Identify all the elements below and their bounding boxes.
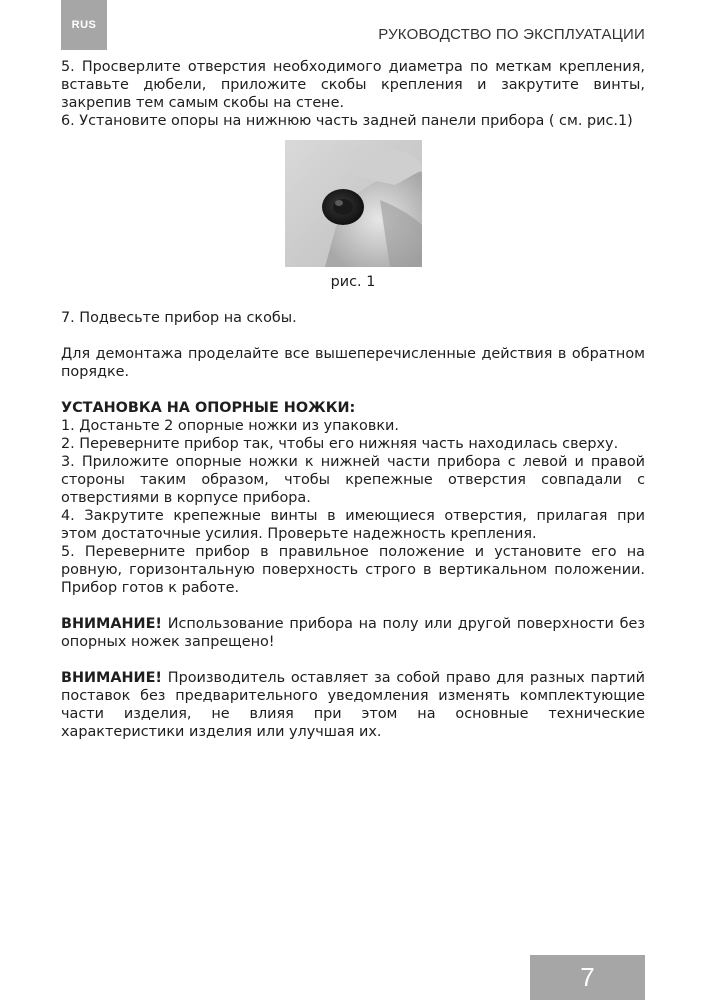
legs-step: 2. Переверните прибор так, чтобы его нижняя часть находилась сверху. (61, 436, 619, 452)
support-foot-photo (285, 140, 422, 267)
language-tab: RUS (61, 0, 107, 50)
warning-1-label: ВНИМАНИЕ! (61, 616, 162, 632)
warning-2 (61, 669, 645, 741)
figure-caption: рис. 1 (330, 274, 376, 290)
legs-heading: УСТАНОВКА НА ОПОРНЫЕ НОЖКИ: (61, 400, 356, 416)
legs-step: 3. Приложите опорные ножки к нижней части прибора с левой и правой стороны таким образом, чтобы крепежные отверстия совпадали с отверстиями в корпусе прибора. (61, 454, 645, 506)
step-6-text: 6. Установите опоры на нижнюю часть задней панели прибора ( см. рис.1) (61, 113, 633, 129)
page-number: 7 (530, 955, 645, 1000)
page-content (61, 58, 645, 741)
legs-step: 1. Достаньте 2 опорные ножки из упаковки. (61, 418, 399, 434)
dismount-note: Для демонтажа проделайте все вышеперечисленные действия в обратном порядке. (61, 346, 645, 380)
legs-step: 5. Переверните прибор в правильное положение и установите его на ровную, горизонтальную поверхность строго в вертикальном положении. Прибор готов к работе. (61, 544, 645, 596)
figure-1 (61, 140, 645, 291)
warning-1-text: Использование прибора на полу или другой поверхности без опорных ножек запрещено! (61, 616, 645, 650)
step-7-text: 7. Подвесьте прибор на скобы. (61, 310, 297, 326)
manual-title: РУКОВОДСТВО ПО ЭКСПЛУАТАЦИИ (378, 26, 645, 43)
warning-1 (61, 615, 645, 651)
step-5-text: 5. Просверлите отверстия необходимого диаметра по меткам крепления, вставьте дюбели, приложите скобы крепления и закрутите винты, закрепив тем самым скобы на стене. (61, 59, 645, 111)
warning-2-label: ВНИМАНИЕ! (61, 670, 162, 686)
legs-step: 4. Закрутите крепежные винты в имеющиеся отверстия, прилагая при этом достаточные усилия. Проверьте надежность крепления. (61, 508, 645, 542)
warning-2-text: Производитель оставляет за собой право для разных партий поставок без предварительного уведомления изменять комплектующие части изделия, не влияя при этом на основные технические характеристики изделия или улучшая их. (61, 670, 645, 740)
